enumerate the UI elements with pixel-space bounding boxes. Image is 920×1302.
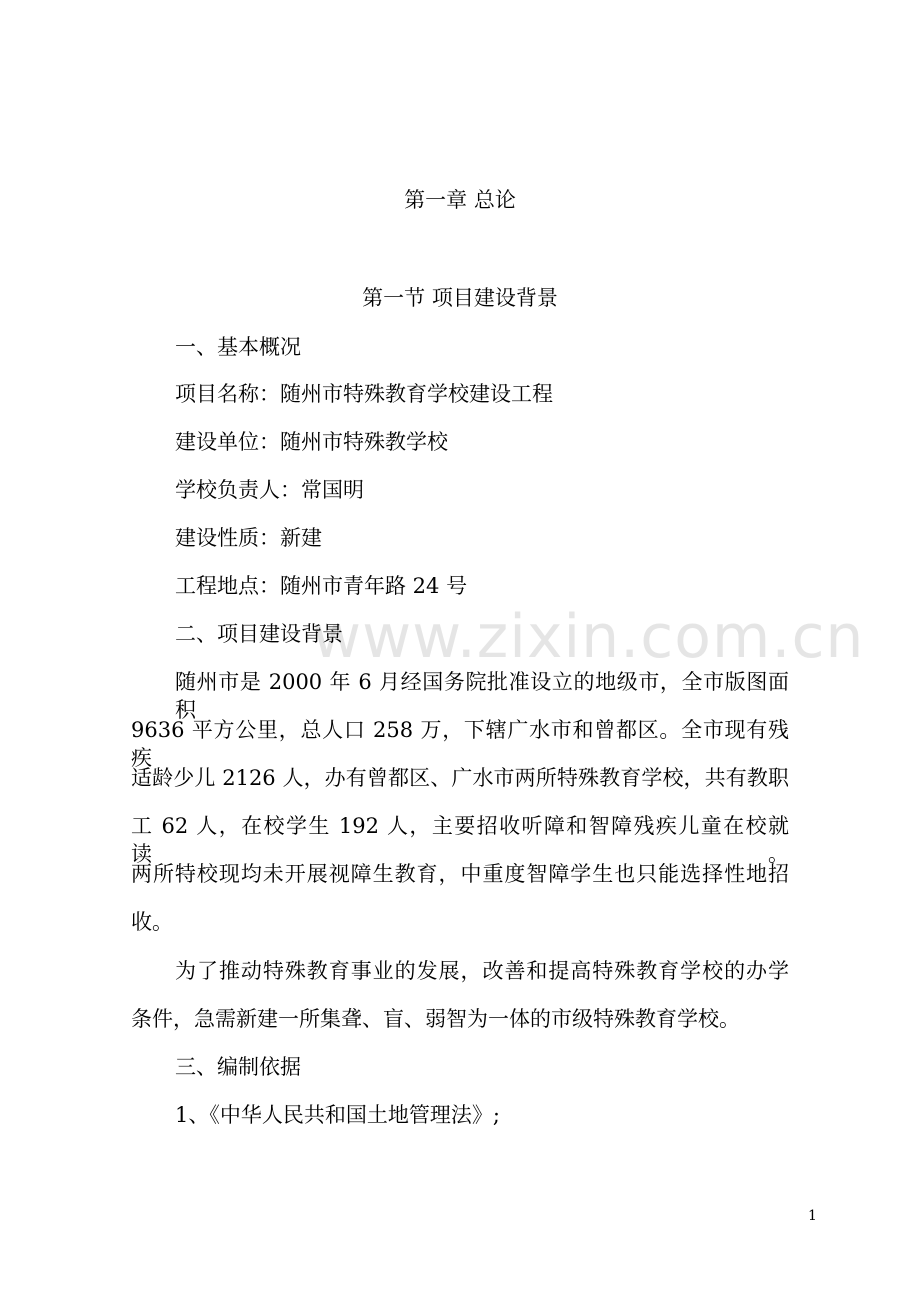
chapter-title: 第一章 总论 [404,188,516,212]
paragraph-1-line-5: 两所特校现均未开展视障生教育，中重度智障学生也只能选择性地招 [131,862,789,886]
paragraph-2-line-2: 条件，急需新建一所集聋、盲、弱智为一体的市级特殊教育学校。 [131,1007,740,1031]
section-title: 第一节 项目建设背景 [362,286,558,310]
project-name: 项目名称：随州市特殊教育学校建设工程 [175,382,553,406]
heading-background: 二、项目建设背景 [175,622,343,646]
heading-basis: 三、编制依据 [175,1055,301,1079]
builder-unit: 建设单位：随州市特殊教学校 [175,430,448,454]
page-number: 1 [808,1208,817,1224]
paragraph-1-line-4: 工 62 人，在校学生 192 人，主要招收听障和智障残疾儿童在校就读。 [131,814,789,866]
construction-nature: 建设性质：新建 [175,526,322,550]
paragraph-1-line-1: 随州市是 2000 年 6 月经国务院批准设立的地级市，全市版图面积 [175,670,789,722]
paragraph-1-line-2: 9636 平方公里，总人口 258 万，下辖广水市和曾都区。全市现有残疾 [131,718,789,770]
heading-basic-overview: 一、基本概况 [175,335,301,359]
project-location: 工程地点：随州市青年路 24 号 [175,574,468,598]
paragraph-1-line-6: 收。 [131,910,173,934]
paragraph-1-line-3: 适龄少儿 2126 人，办有曾都区、广水市两所特殊教育学校，共有教职 [131,766,789,790]
basis-item-1: 1、《中华人民共和国土地管理法》; [175,1103,500,1127]
watermark: www.zixin.com.cn [312,602,865,672]
paragraph-2-line-1: 为了推动特殊教育事业的发展，改善和提高特殊教育学校的办学 [175,959,789,983]
school-principal: 学校负责人：常国明 [175,478,364,502]
